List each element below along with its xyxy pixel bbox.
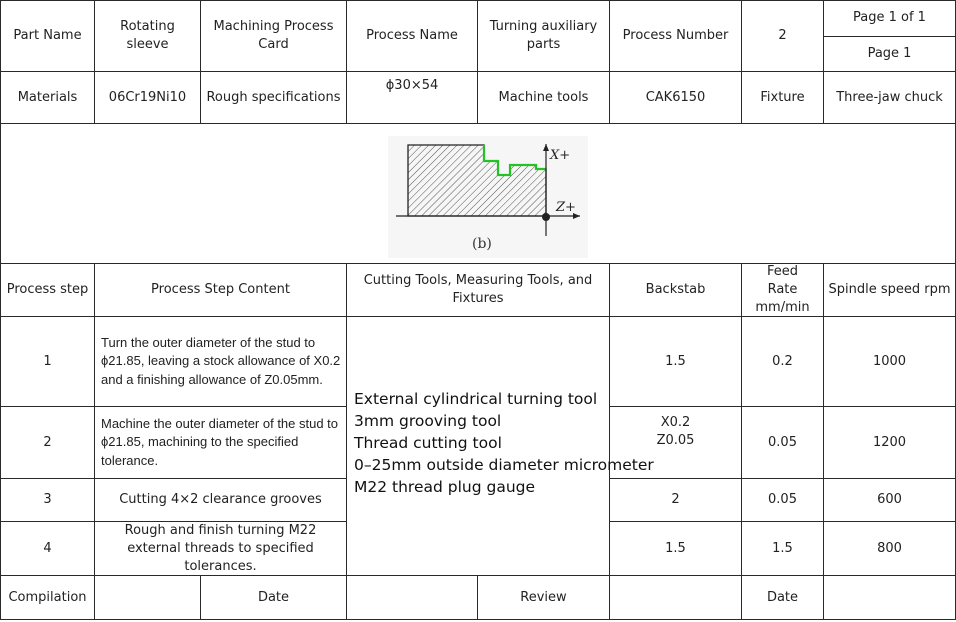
rough-spec-value: ϕ30×54 xyxy=(385,78,439,93)
materials-label: Materials xyxy=(17,89,78,105)
fixture-value: Three-jaw chuck xyxy=(836,89,943,105)
backstab-x-allowance: X0.2 xyxy=(660,415,691,430)
machine-tools-value: CAK6150 xyxy=(645,89,706,105)
part-name-value: Rotating sleeve xyxy=(120,19,175,52)
tools-list xyxy=(354,388,654,498)
page-of-label: Page 1 of 1 xyxy=(853,9,926,25)
fixture-label: Fixture xyxy=(760,89,805,105)
compilation-label: Compilation xyxy=(8,589,87,605)
tool-item: Thread cutting tool xyxy=(354,434,502,452)
part-sketch xyxy=(388,136,588,258)
tool-item: 0–25mm outside diameter micrometer xyxy=(354,456,654,474)
col-backstab: Backstab xyxy=(645,282,706,297)
step-backstab: 1.5 xyxy=(665,353,686,369)
process-name-value: Turning auxiliary parts xyxy=(489,19,598,52)
col-feed-rate: Feed Rate mm/min xyxy=(755,264,810,315)
tool-item: External cylindrical turning tool xyxy=(354,390,598,408)
step-spindle-speed: 800 xyxy=(877,540,902,556)
rough-spec-label: Rough specifications xyxy=(206,89,341,105)
grid-line xyxy=(0,123,956,124)
step-content: Rough and finish turning M22 external threads to specified tolerances. xyxy=(124,522,317,574)
tool-item: 3mm grooving tool xyxy=(354,412,502,430)
col-spindle-speed: Spindle speed rpm xyxy=(828,282,951,297)
origin-point xyxy=(542,213,550,221)
grid-line xyxy=(0,619,956,620)
review-value xyxy=(610,576,741,619)
card-title: Machining Process Card xyxy=(213,19,334,52)
figure-caption: (b) xyxy=(472,236,492,252)
grid-line xyxy=(346,263,347,620)
tool-item: M22 thread plug gauge xyxy=(354,478,536,496)
step-spindle-speed: 1200 xyxy=(872,434,907,450)
step-backstab: 1.5 xyxy=(665,540,686,556)
review-label: Review xyxy=(520,589,567,605)
step-content: Cutting 4×2 clearance grooves xyxy=(119,492,322,507)
process-name-label: Process Name xyxy=(366,28,458,43)
date-label: Date xyxy=(257,589,290,605)
step-spindle-speed: 1000 xyxy=(872,353,907,369)
step-backstab: 2 xyxy=(671,492,680,507)
review-date-label: Date xyxy=(766,589,799,605)
process-number-label: Process Number xyxy=(622,28,729,43)
machine-tools-label: Machine tools xyxy=(498,89,589,105)
date-value xyxy=(347,576,477,619)
col-process-step: Process step xyxy=(6,282,89,297)
col-tools: Cutting Tools, Measuring Tools, and Fixtures xyxy=(363,273,593,306)
step-number: 3 xyxy=(43,492,52,507)
materials-value: 06Cr19Ni10 xyxy=(108,89,187,105)
page-label: Page 1 xyxy=(867,46,912,61)
step-feed-rate: 0.05 xyxy=(768,434,797,450)
step-feed-rate: 0.2 xyxy=(772,353,793,369)
z-axis-label: Z+ xyxy=(556,200,576,215)
step-feed-rate: 1.5 xyxy=(772,540,793,556)
step-number: 1 xyxy=(43,353,52,369)
step-content: Turn the outer diameter of the stud to ϕ21.85, leaving a stock allowance of X0.2 and a finishing allowance of Z0.05mm. xyxy=(101,334,341,387)
step-spindle-speed: 600 xyxy=(877,492,902,507)
process-number-value: 2 xyxy=(778,28,787,43)
step-feed-rate: 0.05 xyxy=(768,492,797,507)
col-step-content: Process Step Content xyxy=(151,282,290,297)
part-name-label: Part Name xyxy=(13,28,82,43)
compilation-value xyxy=(95,576,200,619)
backstab-z-allowance: Z0.05 xyxy=(656,433,695,448)
step-number: 2 xyxy=(43,434,52,450)
step-content: Machine the outer diameter of the stud to ϕ21.85, machining to the specified tolerance. xyxy=(101,415,339,468)
step-number: 4 xyxy=(43,540,52,556)
x-axis-label: X+ xyxy=(550,148,571,163)
review-date-value xyxy=(824,576,955,619)
